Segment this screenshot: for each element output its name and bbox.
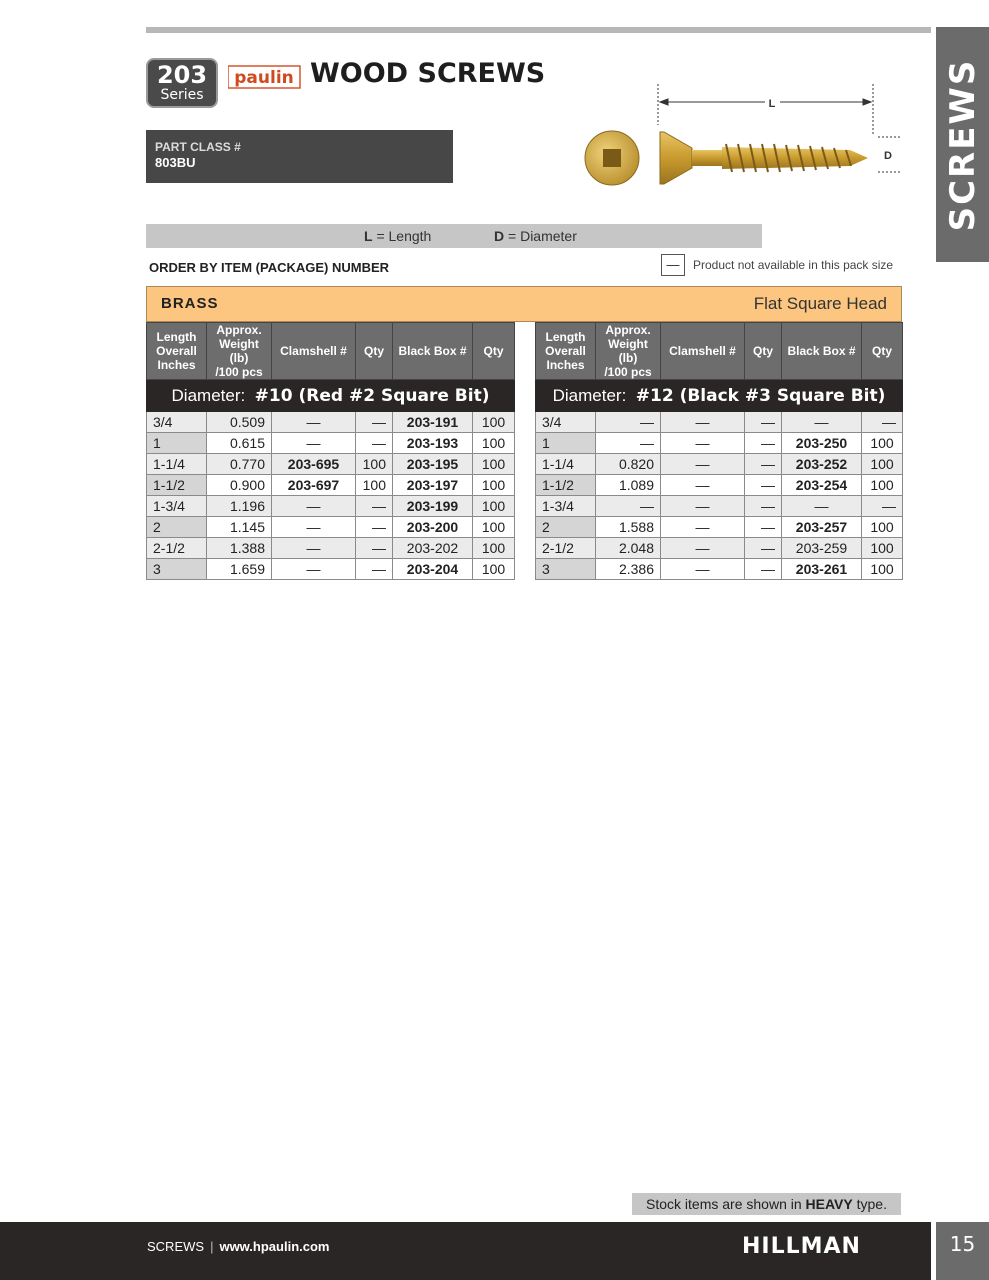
cell-length: 3/4 (147, 412, 207, 433)
cell-clamshell: — (272, 517, 356, 538)
series-number: 203 (156, 61, 208, 89)
cell-clamshell: — (661, 454, 745, 475)
cell-black-box: 203-199 (393, 496, 473, 517)
cell-weight: 1.145 (207, 517, 272, 538)
screw-side-icon (660, 132, 868, 184)
column-header-black-box-qty (473, 323, 515, 380)
cell-black-box-qty: 100 (473, 475, 515, 496)
part-class-label: PART CLASS # (155, 140, 241, 154)
column-header-line: Weight (lb) (608, 337, 648, 365)
footer-section: SCREWS (147, 1239, 205, 1254)
cell-length: 2-1/2 (147, 538, 207, 559)
cell-clamshell: 203-697 (272, 475, 356, 496)
column-header-line: Length (545, 330, 586, 344)
table-row (536, 454, 903, 475)
cell-black-box: 203-204 (393, 559, 473, 580)
cell-clamshell: — (661, 412, 745, 433)
column-header-line: Qty (752, 344, 773, 358)
table-row (147, 496, 515, 517)
legend-length: L = Length (364, 228, 432, 244)
cell-clamshell: 203-695 (272, 454, 356, 475)
cell-length: 1-1/2 (147, 475, 207, 496)
diameter-label: Diameter: (171, 385, 246, 405)
cell-black-box: 203-252 (782, 454, 862, 475)
cell-weight: 0.770 (207, 454, 272, 475)
cell-black-box: 203-193 (393, 433, 473, 454)
cell-weight: 0.615 (207, 433, 272, 454)
table-row (147, 454, 515, 475)
cell-length: 3 (147, 559, 207, 580)
table-row (536, 412, 903, 433)
screw-head-top-icon (585, 131, 639, 185)
column-header-weight (207, 323, 272, 380)
cell-length: 2 (536, 517, 596, 538)
column-header-line: Inches (546, 358, 585, 372)
cell-clamshell-qty: — (745, 475, 782, 496)
cell-black-box-qty: 100 (862, 433, 903, 454)
cell-black-box: — (782, 496, 862, 517)
cell-clamshell-qty: — (356, 433, 393, 454)
cell-clamshell: — (661, 517, 745, 538)
not-available-text: Product not available in this pack size (693, 258, 894, 272)
column-header-line: Length (156, 330, 197, 344)
cell-length: 1-1/2 (536, 475, 596, 496)
cell-clamshell-qty: — (745, 538, 782, 559)
table-header-row (147, 323, 515, 380)
cell-length: 2-1/2 (536, 538, 596, 559)
column-header-length (536, 323, 596, 380)
top-rule (146, 27, 931, 33)
cell-black-box-qty: 100 (473, 412, 515, 433)
diameter-row (147, 380, 515, 412)
cell-clamshell: — (272, 412, 356, 433)
cell-clamshell-qty: — (745, 517, 782, 538)
column-header-line: Qty (363, 344, 384, 358)
cell-weight: 1.659 (207, 559, 272, 580)
cell-weight: 1.089 (596, 475, 661, 496)
column-header-black-box (393, 323, 473, 380)
cell-clamshell: — (661, 496, 745, 517)
part-class-value: 803BU (155, 155, 196, 170)
stock-note-text-end: type. (852, 1196, 887, 1212)
cell-black-box: 203-254 (782, 475, 862, 496)
screw-illustration (580, 80, 910, 190)
legend-diameter: D = Diameter (494, 228, 577, 244)
cell-weight: 2.386 (596, 559, 661, 580)
footer-bar (0, 1222, 931, 1280)
cell-black-box: 203-259 (782, 538, 862, 559)
column-header-line: Clamshell # (669, 344, 736, 358)
cell-black-box-qty: — (862, 412, 903, 433)
part-class-box (146, 130, 453, 183)
legend-bar (146, 224, 762, 248)
table-row (147, 517, 515, 538)
cell-clamshell-qty: — (356, 412, 393, 433)
cell-weight: — (596, 433, 661, 454)
column-header-clamshell (661, 323, 745, 380)
head-type: Flat Square Head (753, 294, 887, 313)
column-header-line: Inches (157, 358, 196, 372)
order-by-heading: ORDER BY ITEM (PACKAGE) NUMBER (149, 260, 390, 275)
table-row (536, 433, 903, 454)
page-number: 15 (936, 1222, 989, 1280)
column-header-line: Approx. (605, 323, 651, 337)
column-header-line: Weight (lb) (219, 337, 259, 365)
cell-clamshell-qty: — (745, 412, 782, 433)
cell-black-box-qty: 100 (862, 454, 903, 475)
hillman-logo: HILLMAN (742, 1234, 861, 1259)
brand-logo-text: paulin (234, 68, 294, 88)
diameter-value: #12 (Black #3 Square Bit) (635, 385, 886, 406)
column-header-black-box-qty (862, 323, 903, 380)
column-header-line: /100 pcs (604, 365, 652, 379)
stock-note-text: Stock items are shown in (646, 1196, 806, 1212)
series-label: Series (160, 87, 204, 103)
table-row (536, 496, 903, 517)
material-bar (146, 286, 902, 322)
page-title: WOOD SCREWS (310, 58, 546, 89)
cell-clamshell: — (272, 433, 356, 454)
cell-black-box-qty: 100 (473, 517, 515, 538)
cell-clamshell-qty: — (745, 433, 782, 454)
column-header-line: Clamshell # (280, 344, 347, 358)
cell-length: 1-3/4 (536, 496, 596, 517)
cell-length: 1-1/4 (536, 454, 596, 475)
cell-weight: 0.509 (207, 412, 272, 433)
cell-length: 3 (536, 559, 596, 580)
not-available-symbol: — (661, 254, 685, 276)
cell-clamshell-qty: — (356, 496, 393, 517)
cell-black-box-qty: 100 (862, 538, 903, 559)
cell-black-box: — (782, 412, 862, 433)
table-row (536, 538, 903, 559)
cell-black-box: 203-195 (393, 454, 473, 475)
cell-black-box: 203-202 (393, 538, 473, 559)
cell-black-box-qty: 100 (473, 433, 515, 454)
cell-weight: 1.588 (596, 517, 661, 538)
cell-clamshell-qty: — (745, 454, 782, 475)
cell-black-box-qty: 100 (862, 517, 903, 538)
cell-weight: — (596, 412, 661, 433)
column-header-line: Black Box # (787, 344, 856, 358)
table-row (536, 475, 903, 496)
column-header-black-box (782, 323, 862, 380)
column-header-line: /100 pcs (215, 365, 263, 379)
footer-separator: | (210, 1239, 214, 1254)
cell-black-box: 203-200 (393, 517, 473, 538)
column-header-line: Approx. (216, 323, 262, 337)
series-badge (146, 58, 218, 108)
column-header-length (147, 323, 207, 380)
column-header-line: Qty (871, 344, 892, 358)
cell-black-box: 203-250 (782, 433, 862, 454)
cell-clamshell: — (661, 433, 745, 454)
column-header-clamshell (272, 323, 356, 380)
diameter-row (536, 380, 903, 412)
cell-weight: — (596, 496, 661, 517)
table-row (536, 517, 903, 538)
material-name: BRASS (161, 295, 219, 312)
table-row (147, 475, 515, 496)
table-header-row (536, 323, 903, 380)
cell-clamshell-qty: — (356, 559, 393, 580)
cell-clamshell: — (661, 538, 745, 559)
cell-black-box: 203-257 (782, 517, 862, 538)
diameter-dimension-label: D (884, 150, 892, 162)
stock-note (632, 1193, 901, 1215)
table-row (147, 412, 515, 433)
cell-length: 1-1/4 (147, 454, 207, 475)
spec-table-diameter-12 (535, 322, 903, 580)
side-section-tab (936, 27, 989, 262)
cell-clamshell: — (661, 559, 745, 580)
column-header-line: Black Box # (398, 344, 467, 358)
stock-note-emphasis: HEAVY (805, 1196, 853, 1212)
paulin-logo (228, 62, 302, 92)
cell-black-box: 203-197 (393, 475, 473, 496)
table-row (147, 559, 515, 580)
cell-clamshell-qty: — (356, 538, 393, 559)
cell-black-box-qty: — (862, 496, 903, 517)
cell-clamshell: — (272, 538, 356, 559)
cell-black-box-qty: 100 (473, 559, 515, 580)
cell-clamshell-qty: 100 (356, 454, 393, 475)
cell-weight: 2.048 (596, 538, 661, 559)
table-row (147, 538, 515, 559)
cell-clamshell-qty: — (745, 496, 782, 517)
cell-clamshell-qty: — (745, 559, 782, 580)
cell-weight: 0.820 (596, 454, 661, 475)
cell-black-box: 203-261 (782, 559, 862, 580)
cell-black-box-qty: 100 (473, 538, 515, 559)
cell-black-box-qty: 100 (473, 454, 515, 475)
cell-length: 1-3/4 (147, 496, 207, 517)
table-row (147, 433, 515, 454)
side-tab-label: SCREWS (942, 58, 983, 231)
cell-clamshell: — (661, 475, 745, 496)
length-dimension-label: L (768, 98, 776, 110)
column-header-weight (596, 323, 661, 380)
cell-clamshell: — (272, 496, 356, 517)
cell-black-box: 203-191 (393, 412, 473, 433)
cell-weight: 0.900 (207, 475, 272, 496)
diameter-value: #10 (Red #2 Square Bit) (254, 385, 490, 406)
cell-clamshell: — (272, 559, 356, 580)
cell-clamshell-qty: — (356, 517, 393, 538)
footer-url-link[interactable]: www.hpaulin.com (219, 1239, 330, 1254)
cell-black-box-qty: 100 (862, 475, 903, 496)
cell-black-box-qty: 100 (862, 559, 903, 580)
table-row (536, 559, 903, 580)
footer-text (147, 1239, 329, 1254)
cell-length: 3/4 (536, 412, 596, 433)
column-header-clamshell-qty (356, 323, 393, 380)
spec-table-diameter-10 (146, 322, 515, 580)
column-header-line: Overall (156, 344, 197, 358)
cell-black-box-qty: 100 (473, 496, 515, 517)
column-header-line: Qty (483, 344, 504, 358)
diameter-label: Diameter: (552, 385, 627, 405)
column-header-line: Overall (545, 344, 586, 358)
column-header-clamshell-qty (745, 323, 782, 380)
cell-weight: 1.196 (207, 496, 272, 517)
cell-weight: 1.388 (207, 538, 272, 559)
cell-length: 1 (536, 433, 596, 454)
cell-length: 1 (147, 433, 207, 454)
cell-length: 2 (147, 517, 207, 538)
cell-clamshell-qty: 100 (356, 475, 393, 496)
